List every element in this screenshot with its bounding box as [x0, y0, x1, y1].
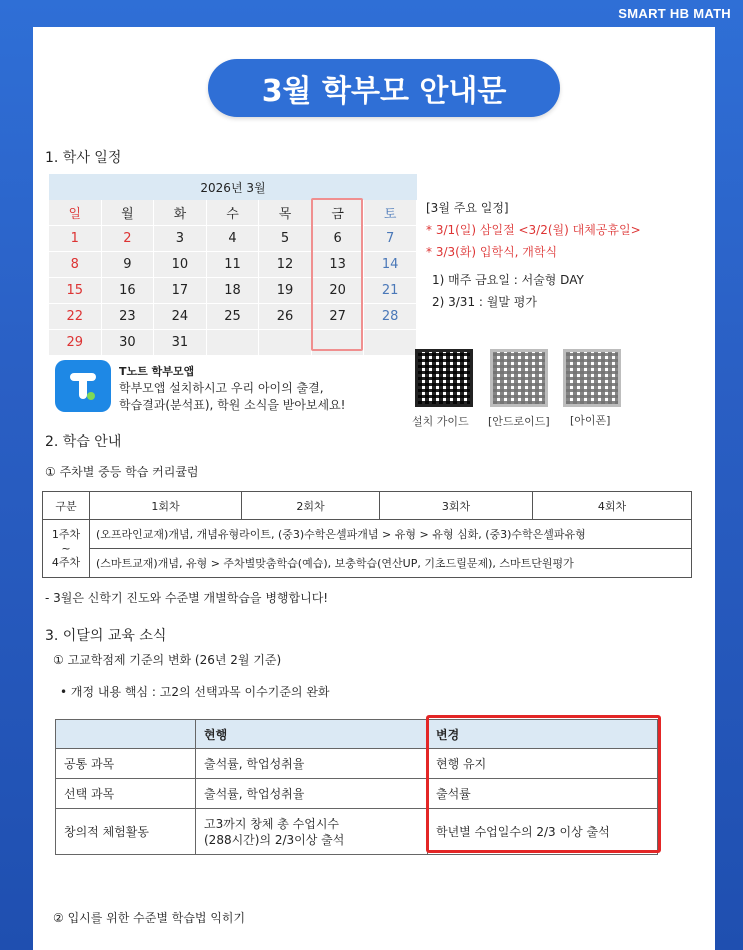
cell-multiline	[196, 809, 428, 855]
calendar-day: 5	[259, 226, 312, 252]
calendar-day: 26	[259, 304, 312, 330]
calendar-day: 16	[102, 278, 155, 304]
calendar-day: 28	[364, 304, 417, 330]
events-header: [3월 주요 일정]	[426, 201, 509, 215]
calendar-day: 17	[154, 278, 207, 304]
qr-install-guide[interactable]	[415, 349, 473, 407]
calendar-day: 9	[102, 252, 155, 278]
qr-label-iphone: [아이폰]	[570, 414, 611, 427]
week-label-mid: ~	[61, 541, 71, 555]
cell: 창의적 체험활동	[56, 809, 196, 855]
calendar-day: 25	[207, 304, 260, 330]
calendar-day: 21	[364, 278, 417, 304]
page-title: 3월 학부모 안내문	[208, 59, 560, 117]
calendar-day: 20	[312, 278, 365, 304]
col-header: 구분	[43, 492, 90, 520]
qr-label-android: [안드로이드]	[488, 415, 550, 428]
friday-highlight-box	[311, 198, 363, 351]
cell: 출석률, 학업성취율	[196, 749, 428, 779]
calendar-day: 1	[49, 226, 102, 252]
qr-iphone[interactable]	[563, 349, 621, 407]
weekday-label: 금	[312, 200, 365, 226]
calendar-day: 14	[364, 252, 417, 278]
calendar-day: 13	[312, 252, 365, 278]
week-label-top: 1주차	[51, 527, 81, 541]
week-range-cell	[43, 520, 90, 578]
cell: 선택 과목	[56, 779, 196, 809]
event-item: * 3/3(화) 입학식, 개학식	[426, 245, 558, 259]
curriculum-row-offline: (오프라인교재)개념, 개념유형라이트, (중3)수학은셀파개념 > 유형 > 유형 심화, (중3)수학은셀파유형	[90, 520, 692, 549]
calendar-day	[259, 330, 312, 356]
calendar-day: 24	[154, 304, 207, 330]
qr-android[interactable]	[490, 349, 548, 407]
calendar-day: 31	[154, 330, 207, 356]
col-header: 변경	[428, 720, 658, 749]
weekday-label: 토	[364, 200, 417, 226]
curriculum-subheading: ① 주차별 중등 학습 커리큘럼	[45, 465, 199, 479]
calendar-day	[364, 330, 417, 356]
col-header: 1회차	[90, 492, 242, 520]
col-header	[56, 720, 196, 749]
section-1-heading: 1. 학사 일정	[45, 150, 122, 166]
app-promo	[119, 363, 346, 414]
calendar-day: 3	[154, 226, 207, 252]
weekday-label: 일	[49, 200, 102, 226]
section-2-heading: 2. 학습 안내	[45, 434, 122, 450]
notice-paper	[33, 27, 715, 950]
calendar-day	[207, 330, 260, 356]
col-header: 현행	[196, 720, 428, 749]
event-note: 2) 3/31 : 월말 평가	[432, 295, 537, 309]
curriculum-table	[42, 491, 692, 578]
cell: 공통 과목	[56, 749, 196, 779]
calendar-day: 30	[102, 330, 155, 356]
education-sub-1: ① 고교학점제 기준의 변화 (26년 2월 기준)	[53, 653, 282, 667]
cell-line-1: 고3까지 창체 총 수업시수	[204, 816, 339, 831]
brand-logo: SMART HB MATH	[618, 6, 731, 21]
app-line-1: 학부모앱 설치하시고 우리 아이의 출결,	[119, 381, 324, 395]
col-header: 4회차	[533, 492, 692, 520]
qr-label-guide: 설치 가이드	[412, 415, 469, 428]
weekday-label: 목	[259, 200, 312, 226]
education-sub-2: ② 입시를 위한 수준별 학습법 익히기	[53, 911, 246, 925]
calendar-day: 11	[207, 252, 260, 278]
app-line-2: 학습결과(분석표), 학원 소식을 받아보세요!	[119, 398, 346, 412]
app-name: T노트 학부모앱	[119, 365, 195, 378]
cell: 학년별 수업일수의 2/3 이상 출석	[428, 809, 658, 855]
curriculum-row-smart: (스마트교재)개념, 유형 > 주차별맞춤학습(예습), 보충학습(연산UP, 기초드릴문제), 스마트단원평가	[90, 549, 692, 578]
change-column-highlight	[426, 715, 661, 853]
cell-line-2: (288시간)의 2/3이상 출석	[204, 832, 345, 847]
calendar-day: 22	[49, 304, 102, 330]
weekday-label: 수	[207, 200, 260, 226]
calendar-day: 2	[102, 226, 155, 252]
calendar-day: 18	[207, 278, 260, 304]
calendar-day: 12	[259, 252, 312, 278]
cell: 출석률, 학업성취율	[196, 779, 428, 809]
cell: 현행 유지	[428, 749, 658, 779]
calendar-day: 15	[49, 278, 102, 304]
calendar-day: 8	[49, 252, 102, 278]
calendar-day: 6	[312, 226, 365, 252]
weekday-label: 화	[154, 200, 207, 226]
calendar-day: 29	[49, 330, 102, 356]
event-note: 1) 매주 금요일 : 서술형 DAY	[432, 273, 584, 287]
cell: 출석률	[428, 779, 658, 809]
section-3-heading: 3. 이달의 교육 소식	[45, 628, 167, 644]
key-events	[426, 197, 641, 313]
calendar-month-label: 2026년 3월	[49, 174, 417, 200]
weekday-label: 월	[102, 200, 155, 226]
calendar-day: 10	[154, 252, 207, 278]
calendar-day: 4	[207, 226, 260, 252]
calendar-day: 19	[259, 278, 312, 304]
calendar-day: 7	[364, 226, 417, 252]
reform-bullet: • 개정 내용 핵심 : 고2의 선택과목 이수기준의 완화	[60, 685, 330, 699]
calendar-day: 23	[102, 304, 155, 330]
week-label-bottom: 4주차	[51, 555, 81, 569]
col-header: 3회차	[380, 492, 533, 520]
tnote-app-icon	[55, 360, 111, 412]
calendar-day: 27	[312, 304, 365, 330]
curriculum-note: - 3월은 신학기 진도와 수준별 개별학습을 병행합니다!	[45, 591, 329, 605]
col-header: 2회차	[242, 492, 380, 520]
event-item: * 3/1(일) 삼일절 <3/2(월) 대체공휴일>	[426, 223, 641, 237]
